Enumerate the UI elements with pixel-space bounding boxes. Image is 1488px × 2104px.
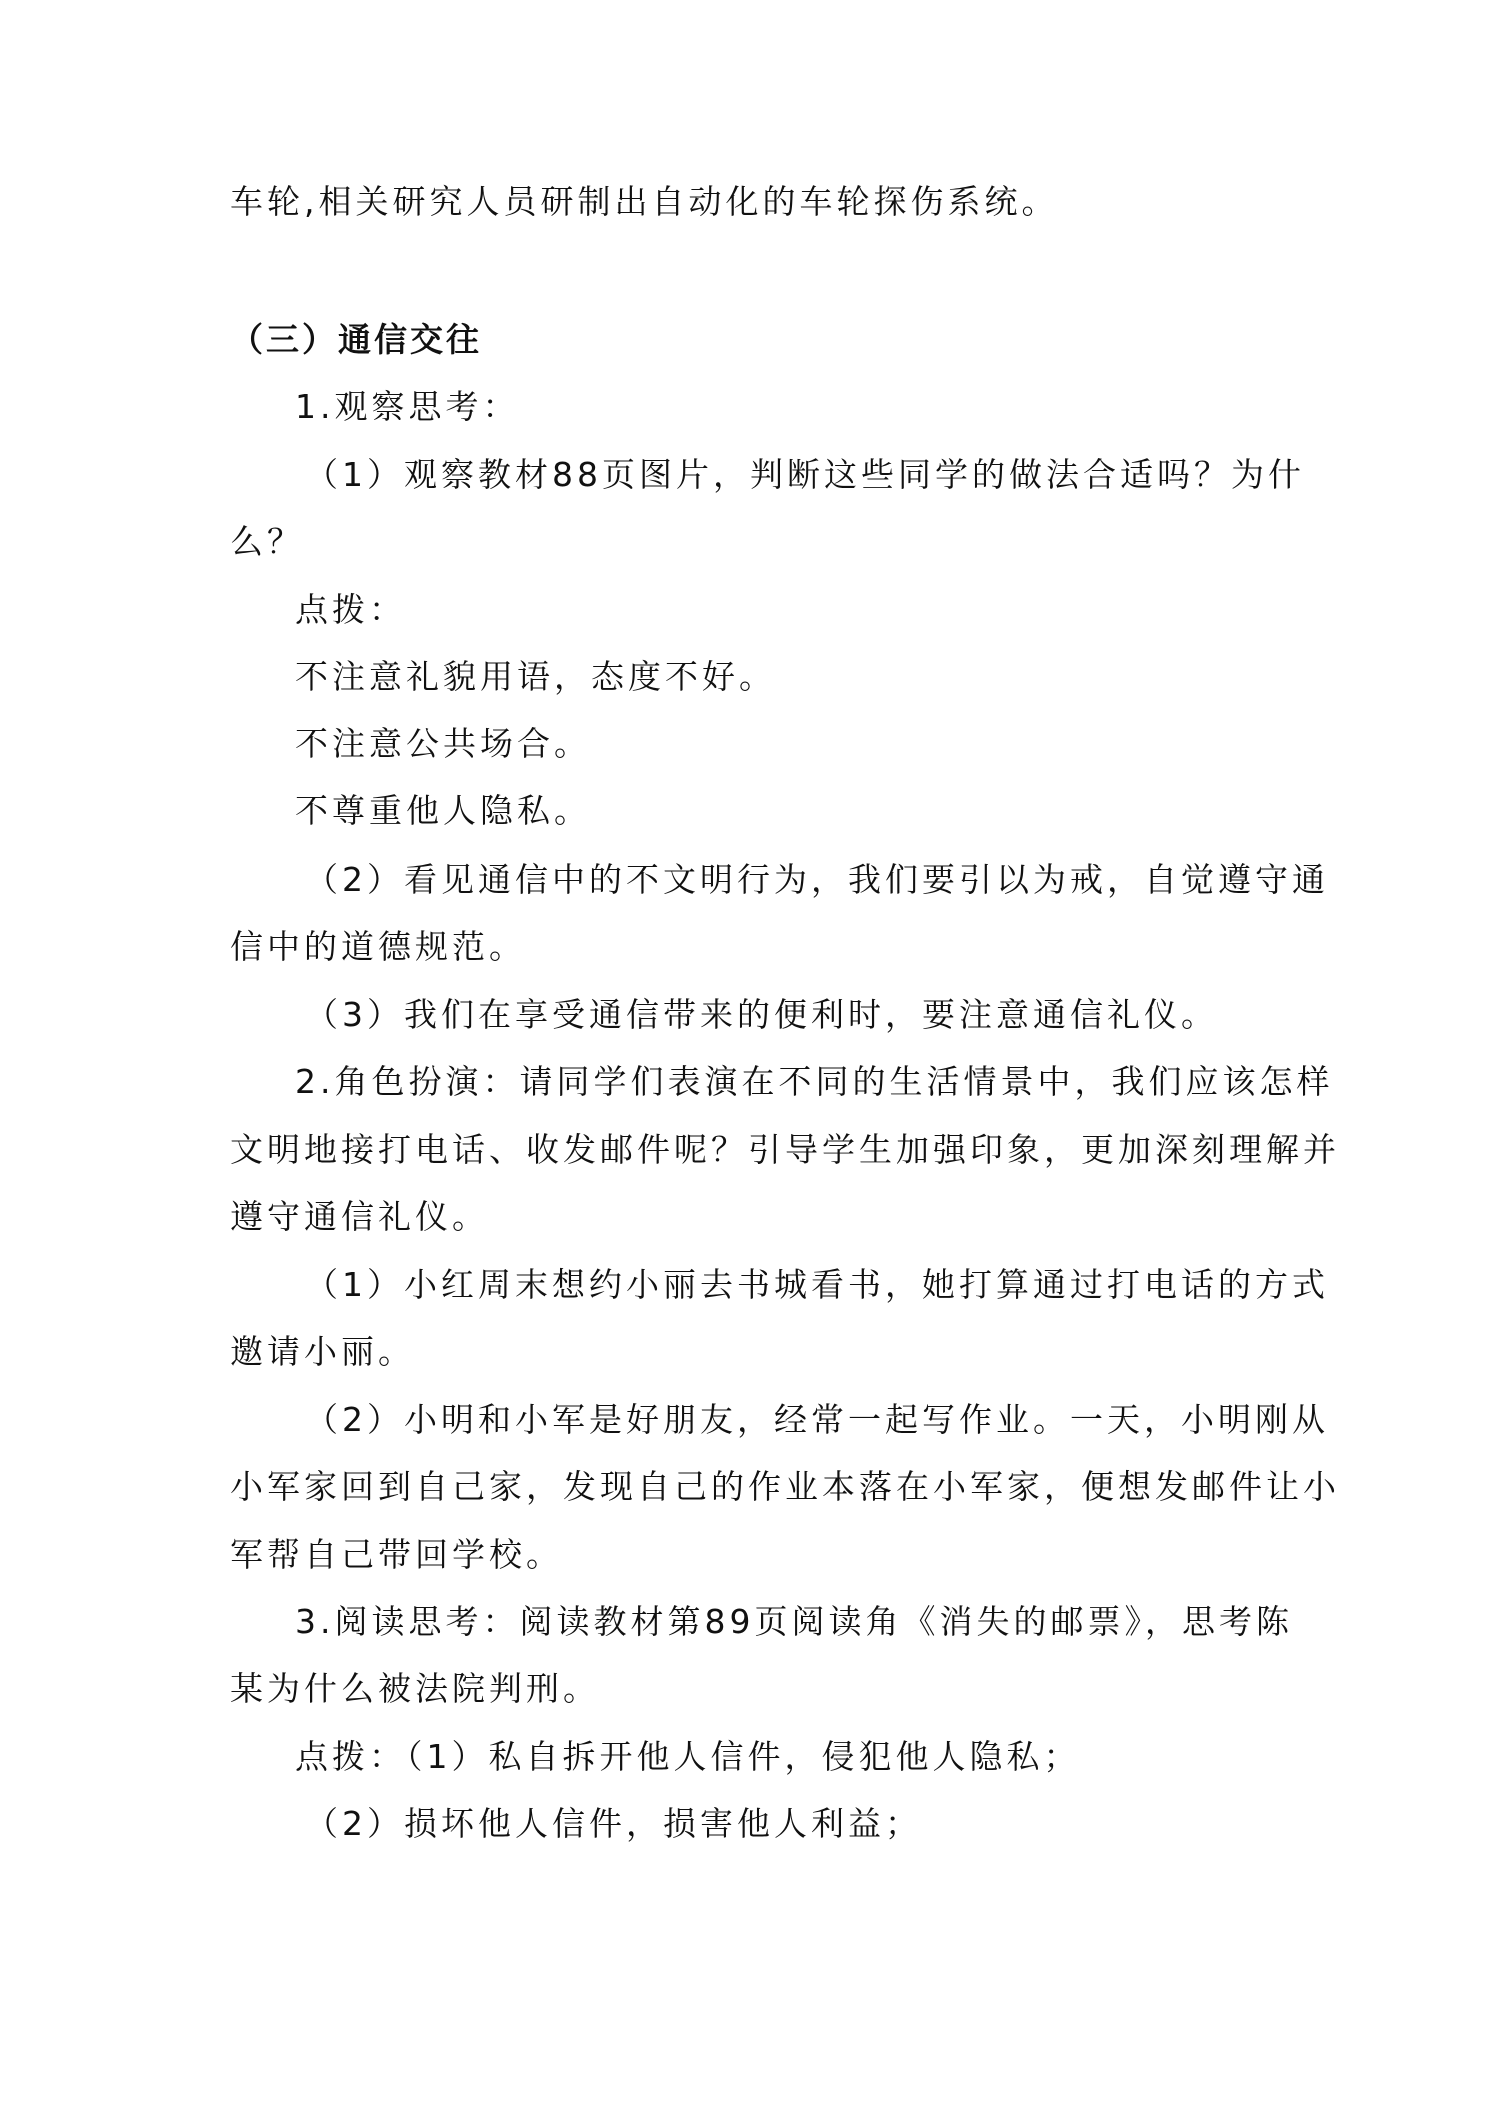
text-line: （2）看见通信中的不文明行为，我们要引以为戒，自觉遵守通 <box>305 860 1329 899</box>
text-line: 不注意公共场合。 <box>295 724 591 763</box>
text-line: 不注意礼貌用语，态度不好。 <box>295 657 776 696</box>
text-line: 点拨：（1）私自拆开他人信件，侵犯他人隐私； <box>295 1737 1081 1776</box>
text-line: 信中的道德规范。 <box>230 927 526 966</box>
text-line: （1）观察教材88页图片，判断这些同学的做法合适吗？为什 <box>305 455 1305 494</box>
text-line: 军帮自己带回学校。 <box>230 1535 563 1574</box>
text-line: 小军家回到自己家，发现自己的作业本落在小军家，便想发邮件让小 <box>230 1467 1340 1506</box>
text-line: 某为什么被法院判刑。 <box>230 1669 600 1708</box>
text-line: （2）损坏他人信件，损害他人利益； <box>305 1804 922 1843</box>
text-line: （2）小明和小军是好朋友，经常一起写作业。一天，小明刚从 <box>305 1400 1329 1439</box>
text-line: 文明地接打电话、收发邮件呢？引导学生加强印象，更加深刻理解并 <box>230 1130 1340 1169</box>
text-line: 么？ <box>230 522 304 561</box>
text-line: 不尊重他人隐私。 <box>295 791 591 830</box>
text-line: （3）我们在享受通信带来的便利时，要注意通信礼仪。 <box>305 995 1218 1034</box>
text-line: 2.角色扮演：请同学们表演在不同的生活情景中，我们应该怎样 <box>295 1062 1334 1101</box>
text-line: 点拨： <box>295 590 406 629</box>
section-heading: （三）通信交往 <box>230 320 482 359</box>
text-line: 车轮,相关研究人员研制出自动化的车轮探伤系统。 <box>230 182 1059 221</box>
text-line: （1）小红周末想约小丽去书城看书，她打算通过打电话的方式 <box>305 1265 1329 1304</box>
text-line: 3.阅读思考：阅读教材第89页阅读角《消失的邮票》，思考陈 <box>295 1602 1293 1641</box>
text-line: 邀请小丽。 <box>230 1332 415 1371</box>
text-line: 遵守通信礼仪。 <box>230 1197 489 1236</box>
text-line: 1.观察思考： <box>295 387 520 426</box>
